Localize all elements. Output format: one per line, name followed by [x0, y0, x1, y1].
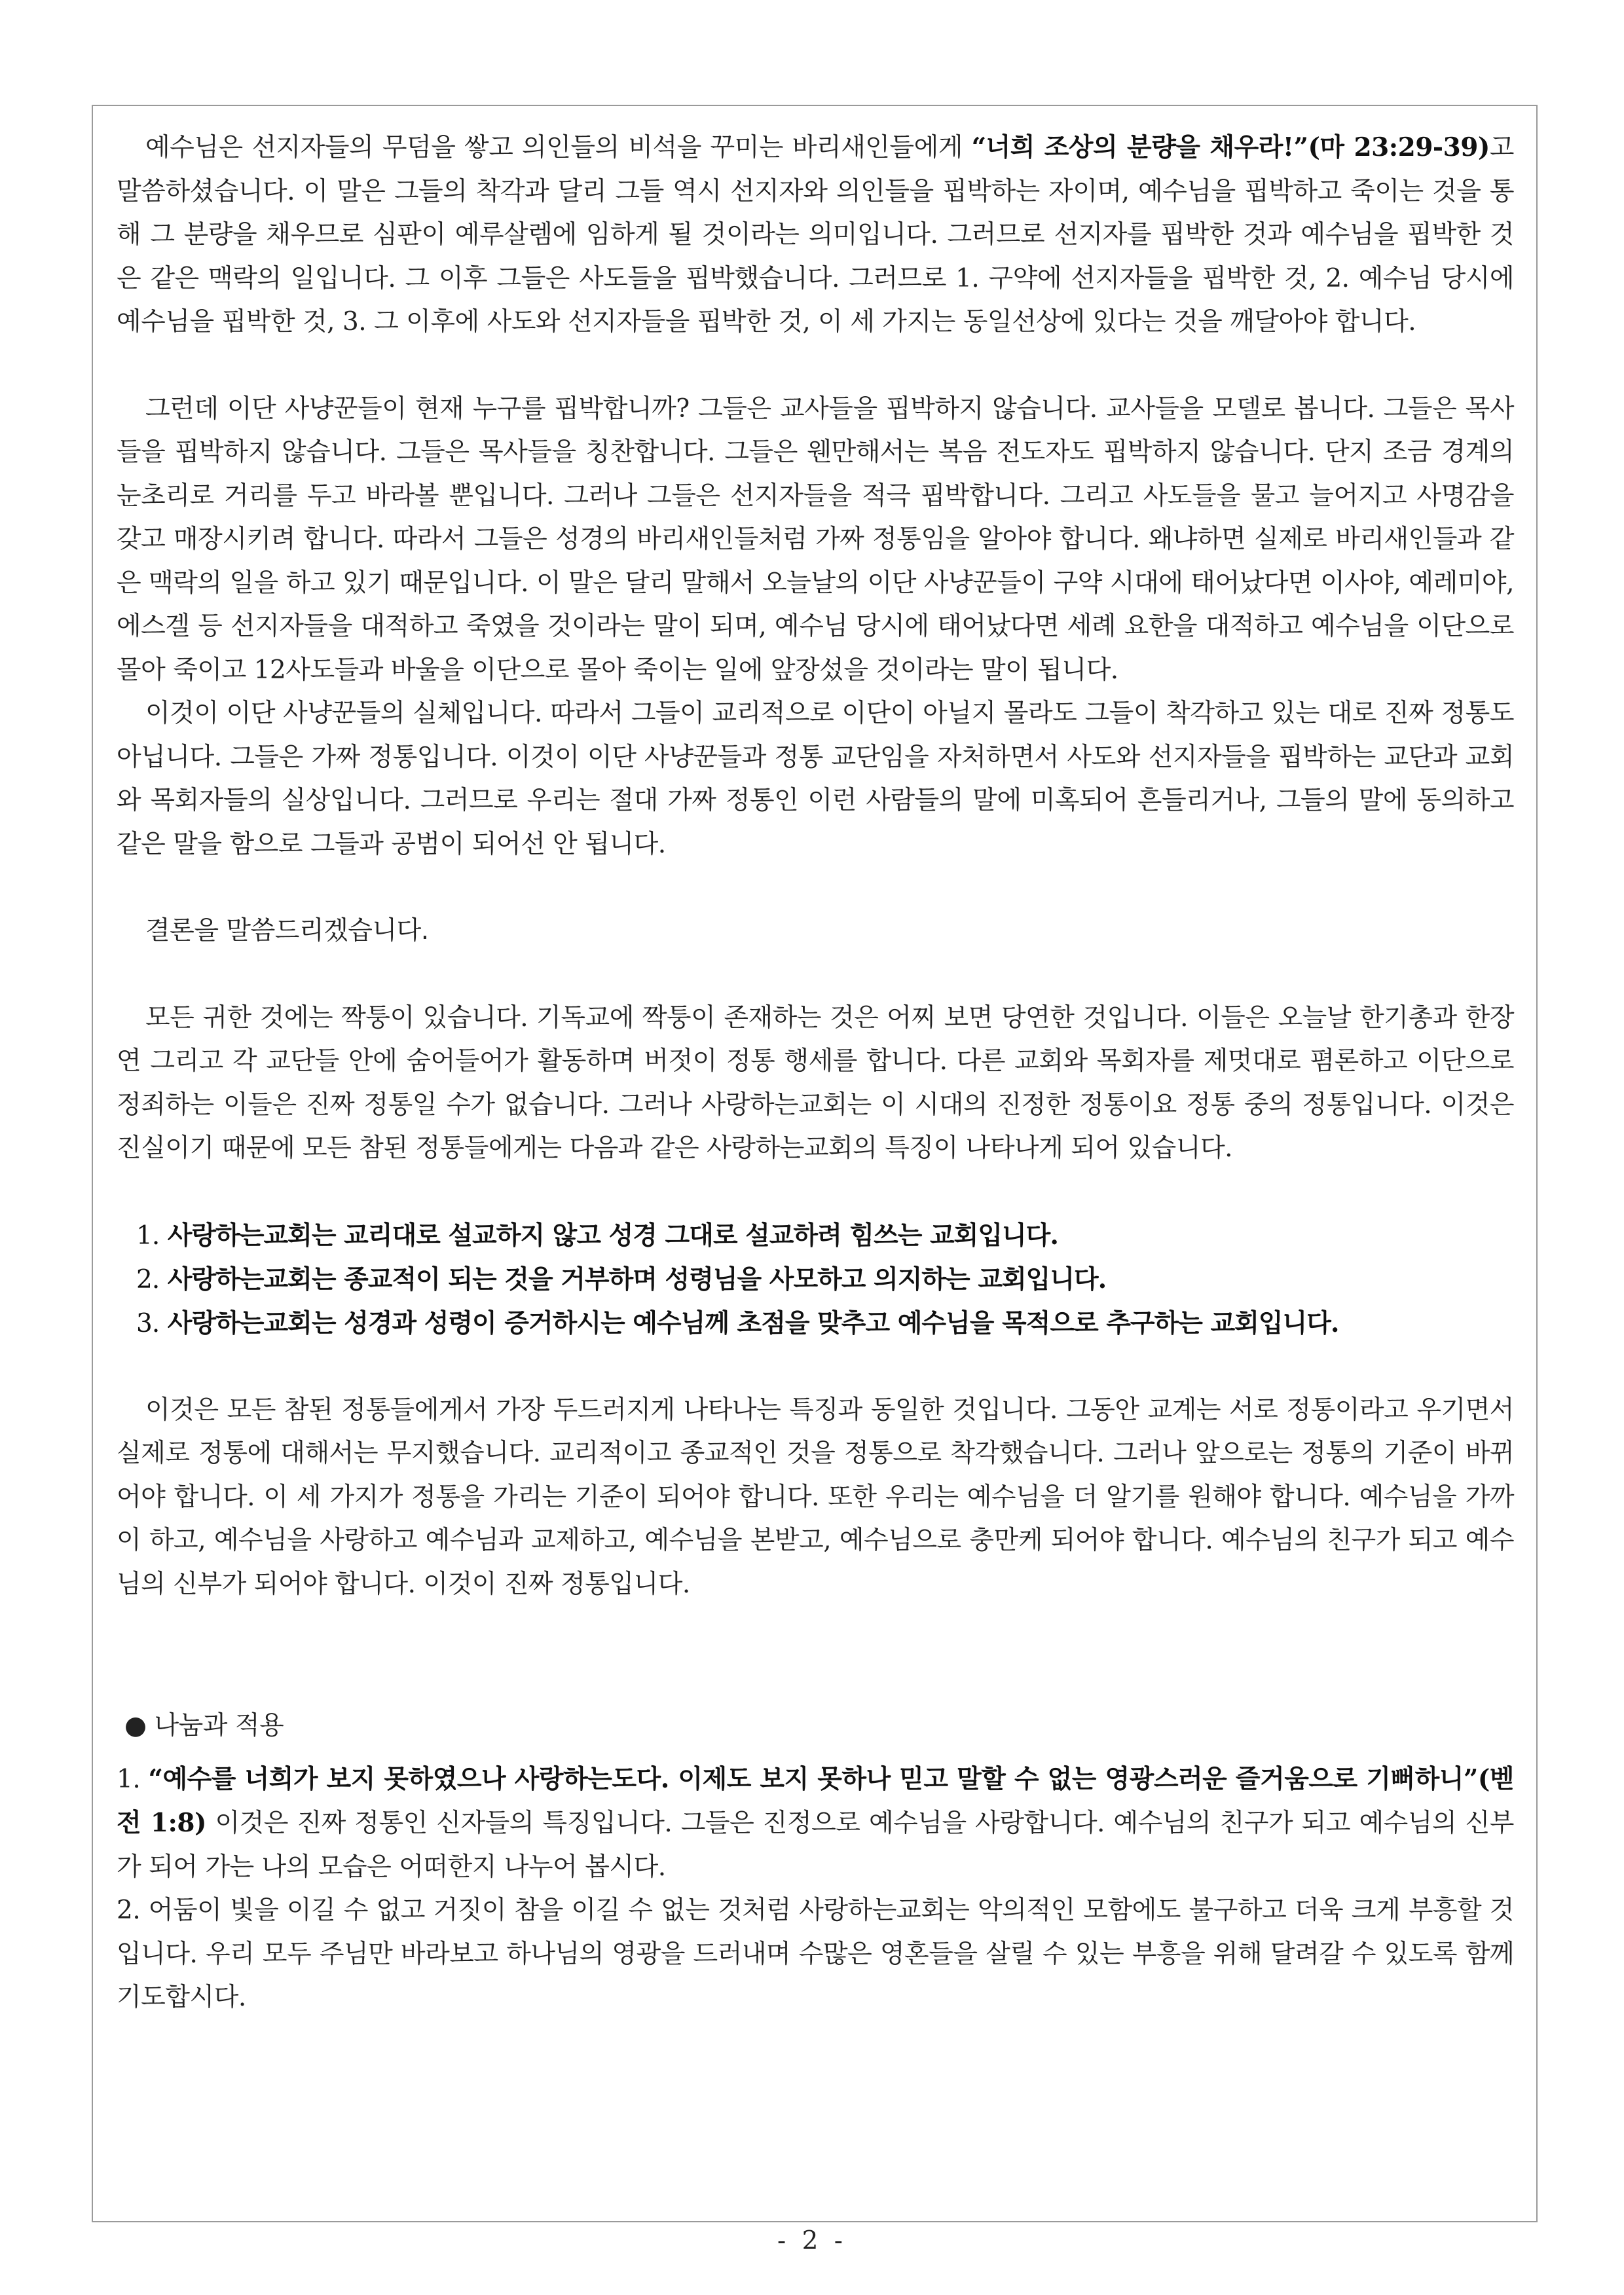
sharing-quote: “예수를 너희가 보지 못하였으나 사랑하는도다. 이제도 보지 못하나 믿고 말할 수 없는 영광스러운 즐거움으로 기뻐하니” — [148, 1763, 1478, 1794]
scripture-reference: (마 23:29-39) — [1308, 132, 1490, 162]
bullet-icon: ● — [124, 1711, 147, 1740]
list-item: 1. 사랑하는교회는 교리대로 설교하지 않고 성경 그대로 설교하려 힘쓰는 교회입니다. — [136, 1220, 1058, 1251]
page-number: - 2 - — [777, 2226, 847, 2256]
list-item: 3. 사랑하는교회는 성경과 성령이 증거하시는 예수님께 초점을 맞추고 예수님을 목적으로 추구하는 교회입니다. — [136, 1308, 1339, 1338]
paragraph-1 — [117, 126, 1514, 344]
church-features-list — [117, 1214, 1514, 1346]
list-item: 2. 사랑하는교회는 종교적이 되는 것을 거부하며 성령님을 사모하고 의지하는 교회입니다. — [136, 1264, 1107, 1294]
sharing-item-1: 1. “예수를 너희가 보지 못하였으나 사랑하는도다. 이제도 보지 못하나 믿고 말할 수 없는 영광스러운 즐거움으로 기뻐하니”(벧전 1:8) 이것은 진짜 정통인 신자들의 특징입니다. 그들은 진정으로 예수님을 사랑합니다. 예수님의 친구가 되고 예수님의 신부가 되어 가는 나의 모습은 어떠한지 나누어 봅시다. — [117, 1763, 1514, 1882]
document-body — [117, 126, 1514, 2020]
paragraph-2: 그런데 이단 사냥꾼들이 현재 누구를 핍박합니까? 그들은 교사들을 핍박하지 않습니다. 교사들을 모델로 봅니다. 그들은 목사들을 핍박하지 않습니다. 그들은 목사들을 칭찬합니다. 그들은 웬만해서는 복음 전도자도 핍박하지 않습니다. 단지 조금 경계의 눈초리로 거리를 두고 바라볼 뿐입니다. 그러나 그들은 선지자들을 적극 핍박합니다. 그리고 사도들을 물고 늘어지고 사명감을 갖고 매장시키려 합니다. 따라서 그들은 성경의 바리새인들처럼 가짜 정통임을 알아야 합니다. 왜냐하면 실제로 바리새인들과 같은 맥락의 일을 하고 있기 때문입니다. 이 말은 달리 말해서 오늘날의 이단 사냥꾼들이 구약 시대에 태어났다면 이사야, 예레미야, 에스겔 등 선지자들을 대적하고 죽였을 것이라는 말이 되며, 예수님 당시에 태어났다면 세례 요한을 대적하고 예수님을 이단으로 몰아 죽이고 12사도들과 바울을 이단으로 몰아 죽이는 일에 앞장섰을 것이라는 말이 됩니다. — [117, 394, 1514, 685]
sharing-heading: ● 나눔과 적용 — [124, 1711, 284, 1740]
paragraph-1-text-continued: 고 말씀하셨습니다. 이 말은 그들의 착각과 달리 그들 역시 선지자와 의인들을 핍박하는 자이며, 예수님을 핍박하고 죽이는 것을 통해 그 분량을 채우므로 심판이 예루살렘에 임하게 될 것이라는 의미입니다. 그러므로 선지자를 핍박한 것과 예수님을 핍박한 것은 같은 맥락의 일입니다. 그 이후 그들은 사도들을 핍박했습니다. 그러므로 1. 구약에 선지자들을 핍박한 것, 2. 예수님 당시에 예수님을 핍박한 것, 3. 그 이후에 사도와 선지자들을 핍박한 것, 이 세 가지는 동일선상에 있다는 것을 깨달아야 합니다. — [117, 133, 1514, 337]
paragraph-4: 모든 귀한 것에는 짝퉁이 있습니다. 기독교에 짝퉁이 존재하는 것은 어찌 보면 당연한 것입니다. 이들은 오늘날 한기총과 한장연 그리고 각 교단들 안에 숨어들어가 활동하며 버젓이 정통 행세를 합니다. 다른 교회와 목회자를 제멋대로 폄론하고 이단으로 정죄하는 이들은 진짜 정통일 수가 없습니다. 그러나 사랑하는교회는 이 시대의 진정한 정통이요 정통 중의 정통입니다. 이것은 진실이기 때문에 모든 참된 정통들에게는 다음과 같은 사랑하는교회의 특징이 나타나게 되어 있습니다. — [117, 1002, 1514, 1163]
paragraph-3: 이것이 이단 사냥꾼들의 실체입니다. 따라서 그들이 교리적으로 이단이 아닐지 몰라도 그들이 착각하고 있는 대로 진짜 정통도 아닙니다. 그들은 가짜 정통입니다. 이것이 이단 사냥꾼들과 정통 교단임을 자처하면서 사도와 선지자들을 핍박하는 교단과 교회와 목회자들의 실상입니다. 그러므로 우리는 절대 가짜 정통인 이런 사람들의 말에 미혹되어 흔들리거나, 그들의 말에 동의하고 같은 말을 함으로 그들과 공범이 되어선 안 됩니다. — [117, 699, 1514, 859]
conclusion-heading: 결론을 말씀드리겠습니다. — [145, 916, 429, 946]
paragraph-1-text: 예수님은 선지자들의 무덤을 쌓고 의인들의 비석을 꾸미는 바리새인들에게 — [145, 133, 972, 162]
paragraph-5: 이것은 모든 참된 정통들에게서 가장 두드러지게 나타나는 특징과 동일한 것입니다. 그동안 교계는 서로 정통이라고 우기면서 실제로 정통에 대해서는 무지했습니다. 교리적이고 종교적인 것을 정통으로 착각했습니다. 그러나 앞으로는 정통의 기준이 바뀌어야 합니다. 이 세 가지가 정통을 가리는 기준이 되어야 합니다. 또한 우리는 예수님을 더 알기를 원해야 합니다. 예수님을 가까이 하고, 예수님을 사랑하고 예수님과 교제하고, 예수님을 본받고, 예수님으로 충만케 되어야 합니다. 예수님의 친구가 되고 예수님의 신부가 되어야 합니다. 이것이 진짜 정통입니다. — [117, 1395, 1514, 1599]
sharing-reference: (벧전 1:8) — [117, 1763, 1514, 1838]
sharing-item-2: 2. 어둠이 빛을 이길 수 없고 거짓이 참을 이길 수 없는 것처럼 사랑하는교회는 악의적인 모함에도 불구하고 더욱 크게 부흥할 것입니다. 우리 모두 주님만 바라보고 하나님의 영광을 드러내며 수많은 영혼들을 살릴 수 있는 부흥을 위해 달려갈 수 있도록 함께 기도합시다. — [117, 1896, 1514, 2012]
scripture-quote: “너희 조상의 분량을 채우라!” — [971, 132, 1308, 162]
